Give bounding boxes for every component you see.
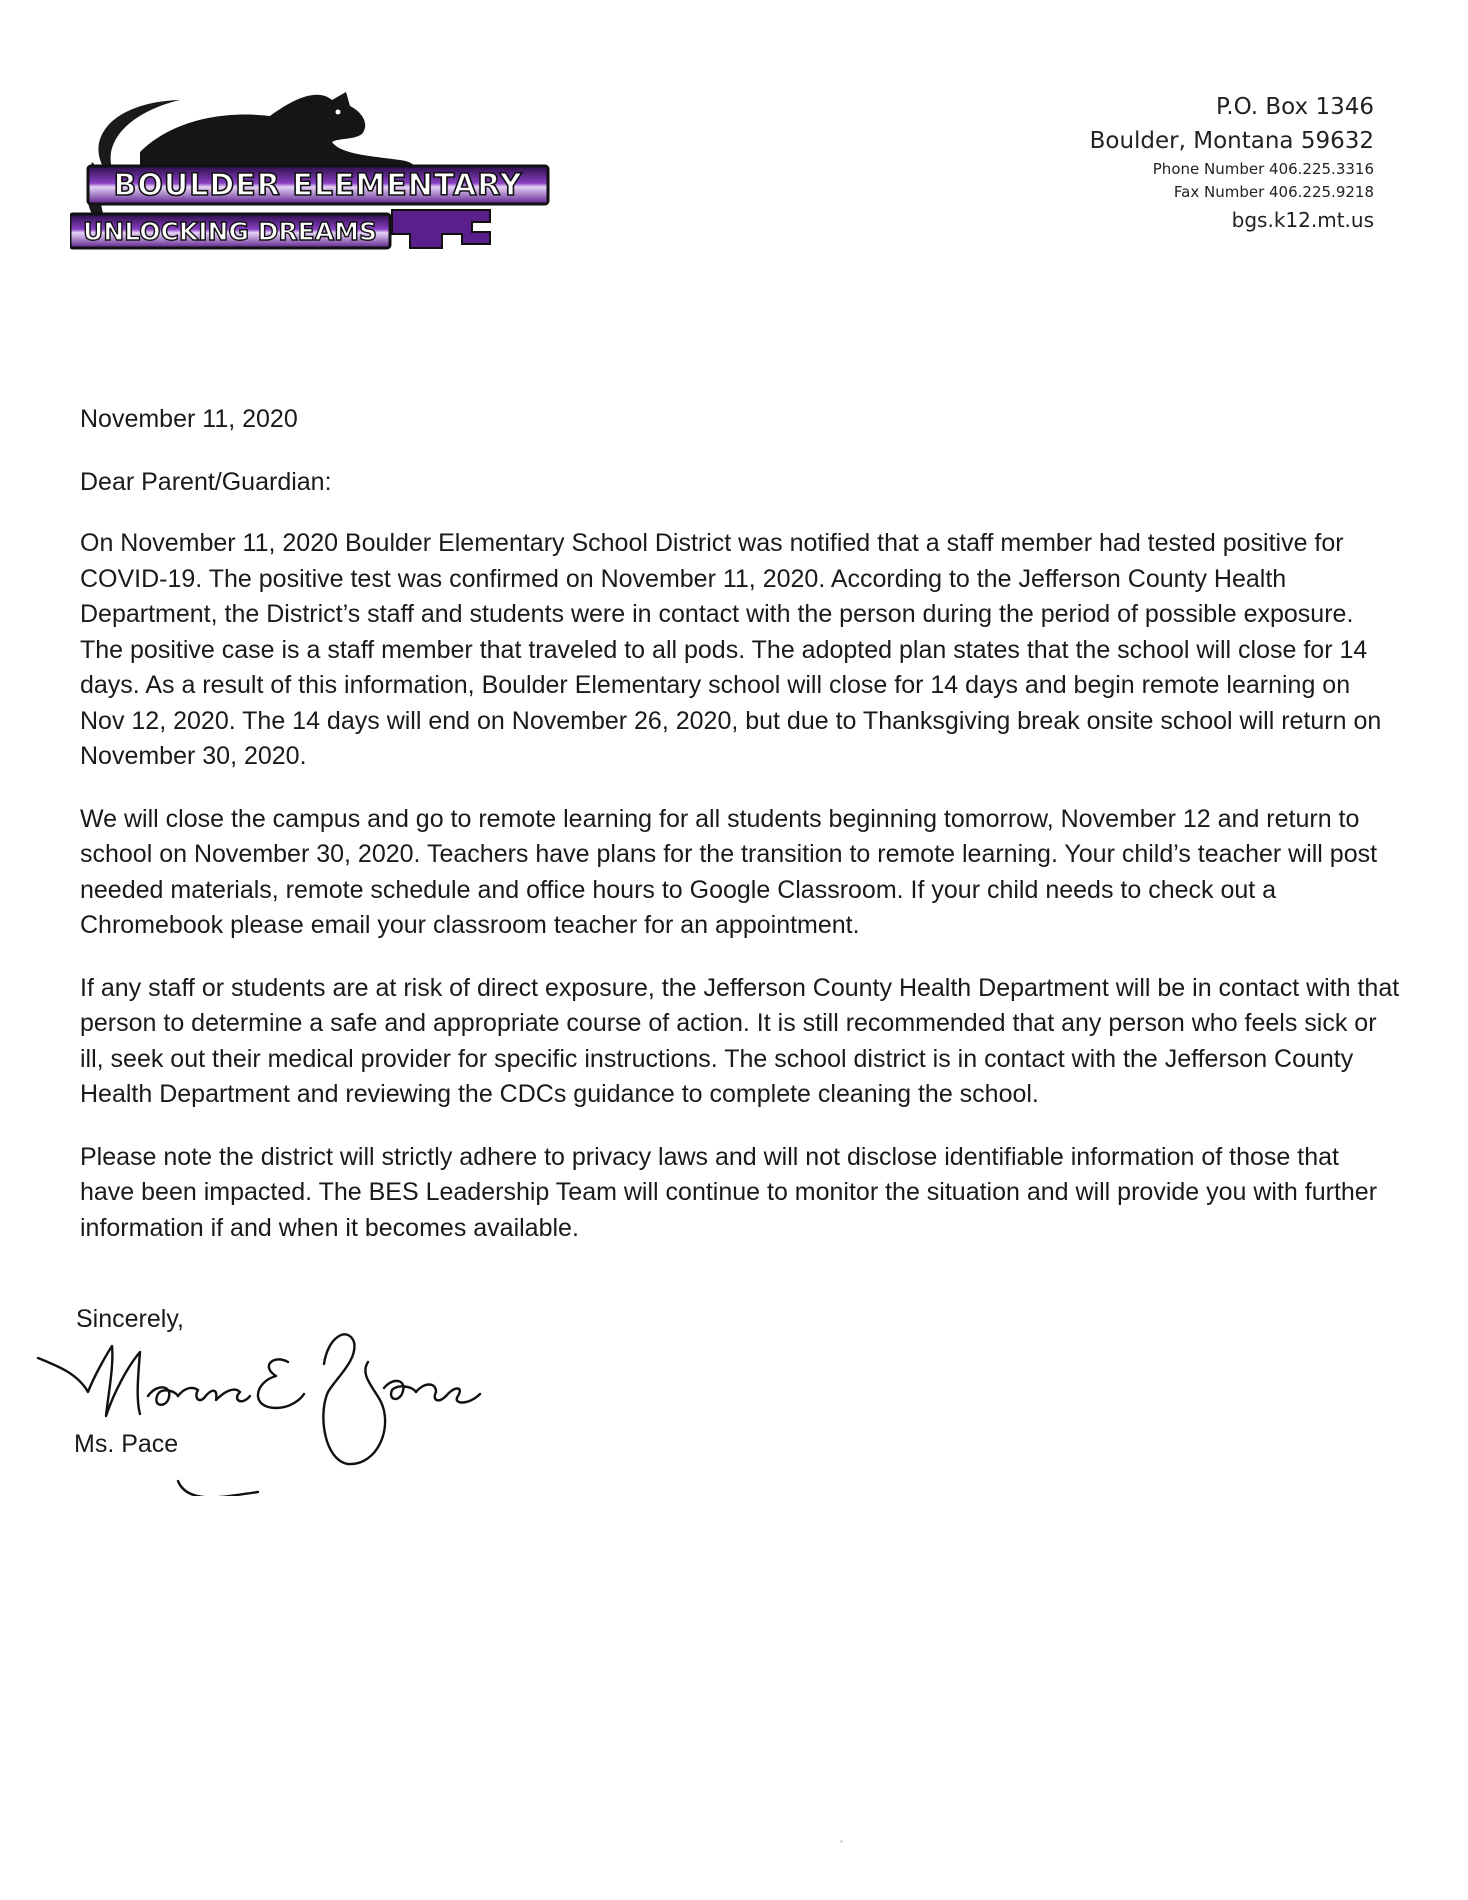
phone-number: Phone Number 406.225.3316 bbox=[1152, 160, 1374, 178]
paragraph-4: Please note the district will strictly adhere to privacy laws and will not disclose identifiable information of those that have been impacted. The BES Leadership Team will continue to monitor the situation and will provide you with further information if and when it becomes available. bbox=[80, 1142, 1378, 1242]
school-logo bbox=[70, 82, 590, 272]
city-state-zip: Boulder, Montana 59632 bbox=[1089, 128, 1374, 154]
scan-speck bbox=[840, 1840, 843, 1843]
handwritten-signature bbox=[28, 1296, 498, 1496]
closing: Sincerely, bbox=[76, 1305, 184, 1333]
paragraph-1: On November 11, 2020 Boulder Elementary School District was notified that a staff member had tested positive for COVID-19. The positive test was confirmed on November 11, 2020. According to the Jefferson County Health Department, the District’s staff and students were in contact with the person during the period of possible exposure. The positive case is a staff member that traveled to all pods. The adopted plan states that the school will close for 14 days. As a result of this information, Boulder Elementary school will close for 14 days and begin remote learning on Nov 12, 2020. The 14 days will end on November 26, 2020, but due to Thanksgiving break onsite school will return on November 30, 2020. bbox=[80, 529, 1382, 770]
paragraph-2: We will close the campus and go to remote learning for all students beginning tomorrow, November 12 and return to school on November 30, 2020. Teachers have plans for the transition to remote learning. Your child’s teacher will post needed materials, remote schedule and office hours to Google Classroom. If your child needs to check out a Chromebook please email your classroom teacher for an appointment. bbox=[80, 804, 1378, 939]
logo-line1: BOULDER ELEMENTARY bbox=[113, 168, 523, 203]
letterhead-address bbox=[1090, 90, 1374, 236]
letter-date: November 11, 2020 bbox=[80, 405, 298, 433]
logo-line2: UNLOCKING DREAMS bbox=[83, 217, 377, 246]
po-box: P.O. Box 1346 bbox=[1216, 94, 1374, 120]
salutation: Dear Parent/Guardian: bbox=[80, 467, 332, 496]
fax-number: Fax Number 406.225.9218 bbox=[1173, 183, 1374, 201]
website: bgs.k12.mt.us bbox=[1231, 208, 1374, 232]
signer-name: Ms. Pace bbox=[74, 1430, 179, 1458]
letter-body bbox=[80, 402, 1400, 1273]
paragraph-3: If any staff or students are at risk of direct exposure, the Jefferson County Health Department will be in contact with that person to determine a safe and appropriate course of action. It is still recommended that any person who feels sick or ill, seek out their medical provider for specific instructions. The school district is in contact with the Jefferson County Health Department and reviewing the CDCs guidance to complete cleaning the school. bbox=[80, 973, 1400, 1108]
panther-icon bbox=[140, 92, 415, 174]
